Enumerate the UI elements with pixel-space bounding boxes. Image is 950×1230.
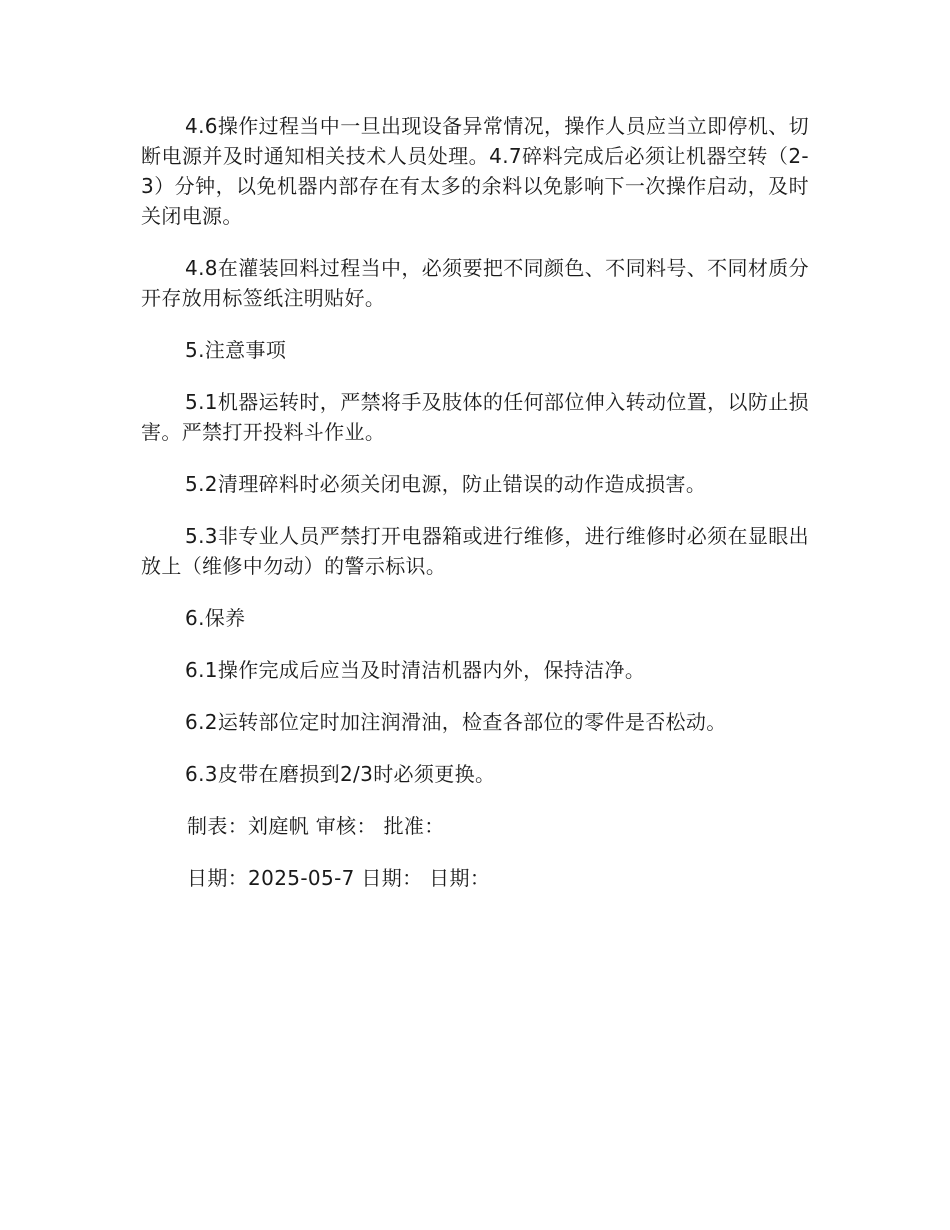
paragraph-5-3: 5.3非专业人员严禁打开电器箱或进行维修，进行维修时必须在显眼出放上（维修中勿动）的警示标识。 bbox=[141, 524, 809, 578]
document-body bbox=[141, 111, 809, 915]
section-heading-6: 6.保养 bbox=[185, 606, 246, 630]
paragraph-4-6-4-7: 4.6操作过程当中一旦出现设备异常情况，操作人员应当立即停机、切断电源并及时通知相关技术人员处理。4.7碎料完成后必须让机器空转（2-3）分钟，以免机器内部存在有太多的余料以免影响下一次操作启动，及时关闭电源。 bbox=[141, 114, 809, 228]
paragraph-6-3: 6.3皮带在磨损到2/3时必须更换。 bbox=[185, 762, 496, 786]
paragraph-4-8: 4.8在灌装回料过程当中，必须要把不同颜色、不同料号、不同材质分开存放用标签纸注明贴好。 bbox=[141, 256, 809, 310]
paragraph-6-2: 6.2运转部位定时加注润滑油，检查各部位的零件是否松动。 bbox=[185, 710, 727, 734]
signature-line-dates: 日期：2025-05-7 日期： 日期： bbox=[187, 866, 491, 890]
paragraph-5-2: 5.2清理碎料时必须关闭电源，防止错误的动作造成损害。 bbox=[185, 472, 707, 496]
paragraph-6-1: 6.1操作完成后应当及时清洁机器内外，保持洁净。 bbox=[185, 658, 646, 682]
section-heading-5: 5.注意事项 bbox=[185, 338, 287, 362]
signature-line-names: 制表：刘庭帆 审核： 批准： bbox=[187, 814, 445, 838]
paragraph-5-1: 5.1机器运转时，严禁将手及肢体的任何部位伸入转动位置，以防止损害。严禁打开投料斗作业。 bbox=[141, 390, 809, 444]
